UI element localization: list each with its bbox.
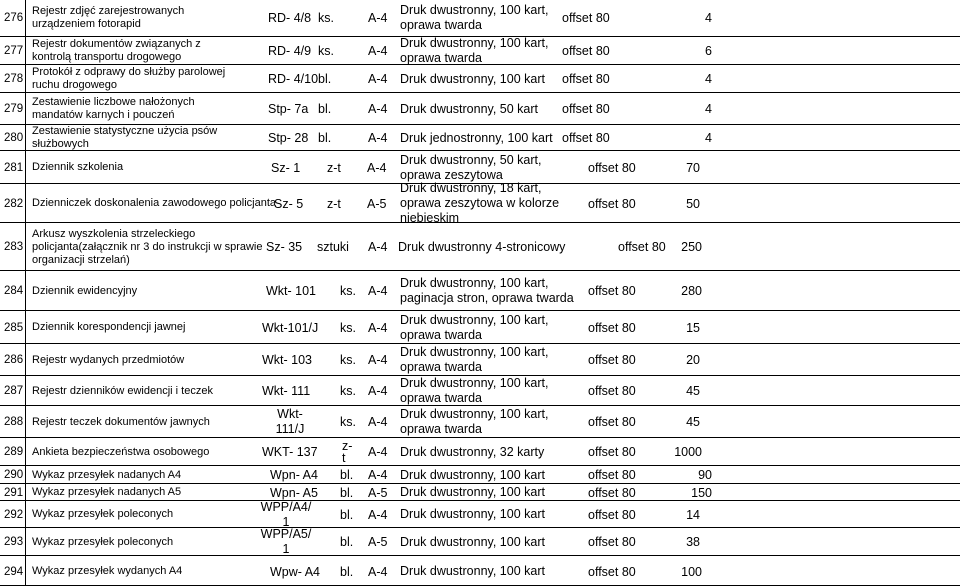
form-name: Rejestr wydanych przedmiotów: [32, 353, 185, 366]
form-name: Wykaz przesyłek nadanych A5: [32, 486, 182, 498]
quantity: 45: [686, 384, 700, 398]
form-unit: bl.: [340, 507, 354, 522]
paper-type: offset 80: [588, 284, 636, 298]
form-format: A-4: [368, 44, 388, 58]
form-unit: bl.: [340, 485, 354, 500]
form-format: A-4: [368, 445, 388, 459]
row-number: 287: [4, 385, 24, 397]
form-description: Druk dwustronny, 100 kart: [400, 71, 545, 86]
paper-type: offset 80: [588, 384, 636, 398]
row-number: 279: [4, 103, 24, 115]
quantity: 20: [686, 353, 700, 367]
table-row: [0, 36, 960, 64]
form-format: A-4: [368, 564, 388, 579]
form-format: A-4: [368, 468, 388, 482]
form-description: Druk jednostronny, 100 kart: [400, 130, 553, 145]
table-row: [0, 270, 960, 310]
quantity: 4: [705, 102, 712, 116]
paper-type: offset 80: [588, 445, 636, 459]
form-name: Ankieta bezpieczeństwa osobowego: [32, 445, 210, 458]
form-symbol: Stp- 7a: [268, 102, 309, 116]
form-format: A-4: [368, 284, 388, 298]
quantity: 70: [686, 160, 700, 175]
form-format: A-4: [368, 131, 388, 145]
quantity: 6: [705, 44, 712, 58]
row-number: 283: [4, 241, 24, 253]
table-row: [0, 310, 960, 343]
form-symbol: Sz- 35: [266, 240, 303, 254]
quantity: 15: [686, 320, 700, 335]
form-format: A-5: [368, 535, 388, 549]
row-number: 293: [4, 536, 24, 548]
paper-type: offset 80: [588, 564, 636, 579]
form-symbol: Wpn- A5: [270, 485, 318, 500]
quantity: 90: [698, 468, 712, 482]
row-number: 284: [4, 285, 24, 297]
row-number: 278: [4, 73, 24, 85]
form-description: Druk dwustronny, 50 kart, oprawa zeszytowa: [400, 152, 542, 182]
form-name: Dziennik ewidencyjny: [32, 284, 138, 297]
form-name: Wykaz przesyłek poleconych: [32, 508, 174, 520]
quantity: 14: [686, 507, 700, 522]
paper-type: offset 80: [562, 72, 610, 86]
row-number: 294: [4, 565, 24, 578]
paper-type: offset 80: [562, 131, 610, 145]
table-row: [0, 437, 960, 465]
form-description: Druk dwustronny, 100 kart, paginacja stron, oprawa twarda: [400, 276, 574, 305]
paper-type: offset 80: [588, 320, 636, 335]
form-unit: ks.: [340, 384, 356, 398]
form-description: Druk dwustronny, 100 kart: [400, 564, 545, 578]
form-symbol: RD- 4/9: [268, 44, 312, 58]
form-description: Druk dwustronny, 100 kart, oprawa twarda: [400, 36, 549, 65]
form-name: Zestawienie liczbowe nałożonych mandatów karnych i pouczeń: [32, 96, 195, 121]
table-row: [0, 527, 960, 555]
row-number: 286: [4, 354, 24, 366]
form-symbol: RD- 4/8: [268, 11, 312, 25]
table-row: [0, 405, 960, 437]
form-description: Druk dwustronny, 100 kart: [400, 467, 545, 482]
form-unit: sztuki: [317, 240, 349, 254]
form-description: Druk dwustronny, 50 kart: [400, 101, 539, 116]
form-format: A-5: [367, 196, 387, 211]
form-unit: bl.: [340, 564, 354, 579]
form-symbol: Wpw- A4: [270, 564, 321, 579]
form-symbol: Wkt- 101: [266, 284, 317, 298]
form-name: Rejestr dzienników ewidencji i teczek: [32, 384, 213, 397]
quantity: 150: [691, 485, 712, 500]
table-row: [0, 92, 960, 124]
form-format: A-5: [368, 485, 388, 500]
form-name: Rejestr teczek dokumentów jawnych: [32, 415, 210, 428]
quantity: 4: [705, 131, 712, 145]
form-unit: z- t: [342, 439, 353, 465]
form-symbol: WPP/A4/ 1: [260, 499, 312, 529]
table-row: [0, 375, 960, 405]
form-name: Wykaz przesyłek poleconych: [32, 535, 174, 548]
form-unit: ks.: [340, 353, 356, 367]
form-unit: ks.: [340, 415, 356, 429]
form-unit: bl.: [318, 72, 332, 86]
paper-type: offset 80: [588, 160, 636, 175]
form-name: Dziennik szkolenia: [32, 161, 124, 173]
quantity: 45: [686, 415, 700, 429]
table-row: [0, 483, 960, 500]
form-description: Druk dwustronny 4-stronicowy: [398, 239, 566, 254]
form-description: Druk dwustronny, 100 kart, oprawa twarda: [400, 376, 549, 405]
quantity: 4: [705, 11, 712, 25]
form-symbol: WKT- 137: [262, 445, 318, 459]
quantity: 50: [686, 196, 700, 211]
form-unit: ks.: [318, 11, 334, 25]
form-symbol: Sz- 1: [271, 160, 301, 175]
row-number: 281: [4, 161, 24, 174]
paper-type: offset 80: [588, 535, 636, 549]
row-number: 288: [4, 416, 24, 428]
row-number: 290: [4, 469, 24, 481]
row-number: 291: [4, 486, 24, 499]
form-name: Dzienniczek doskonalenia zawodowego policjanta: [32, 197, 276, 209]
table-row: [0, 555, 960, 586]
paper-type: offset 80: [562, 44, 610, 58]
paper-type: offset 80: [588, 468, 636, 482]
form-description: Druk dwustronny, 100 kart: [400, 507, 545, 521]
form-name: Dziennik korespondencji jawnej: [32, 321, 186, 333]
form-format: A-4: [368, 102, 388, 116]
form-symbol: RD- 4/10: [268, 72, 319, 86]
row-number: 285: [4, 321, 24, 334]
row-number: 292: [4, 508, 24, 521]
form-unit: bl.: [340, 468, 354, 482]
paper-type: offset 80: [618, 240, 666, 254]
form-unit: bl.: [318, 131, 332, 145]
table-row: [0, 0, 960, 36]
form-symbol: Wkt- 103: [262, 353, 313, 367]
paper-type: offset 80: [588, 507, 636, 522]
form-name: Zestawienie statystyczne użycia psów służbowych: [32, 125, 218, 150]
form-description: Druk dwustronny, 100 kart: [400, 485, 545, 499]
form-name: Rejestr dokumentów związanych z kontrolą transportu drogowego: [32, 38, 201, 63]
form-format: A-4: [368, 507, 388, 522]
table-row: [0, 222, 960, 270]
form-unit: z-t: [327, 160, 341, 175]
form-unit: bl.: [318, 102, 332, 116]
table-row: [0, 465, 960, 483]
quantity: 38: [686, 535, 700, 549]
form-symbol: Wkt-101/J: [262, 320, 319, 335]
form-symbol: WPP/A5/ 1: [260, 527, 312, 556]
form-format: A-4: [368, 72, 388, 86]
form-description: Druk dwustronny, 100 kart, oprawa twarda: [400, 407, 549, 436]
form-description: Druk dwustronny, 32 karty: [400, 444, 545, 459]
form-symbol: Wpn- A4: [270, 468, 318, 482]
form-description: Druk dwustronny, 100 kart, oprawa twarda: [400, 345, 549, 374]
form-name: Arkusz wyszkolenia strzeleckiego policjanta(załącznik nr 3 do instrukcji w sprawie organizacji strzelań): [32, 227, 263, 266]
table-row: [0, 124, 960, 150]
form-symbol: Wkt- 111/J: [275, 407, 305, 436]
quantity: 250: [681, 240, 702, 254]
form-unit: ks.: [318, 44, 334, 58]
paper-type: offset 80: [588, 485, 636, 500]
form-name: Rejestr zdjęć zarejestrowanych urządzeniem fotorapid: [32, 5, 185, 30]
form-format: A-4: [368, 11, 388, 25]
form-unit: z-t: [327, 196, 341, 211]
row-number: 280: [4, 132, 24, 144]
form-name: Wykaz przesyłek nadanych A4: [32, 468, 182, 481]
form-format: A-4: [368, 384, 388, 398]
table-row: [0, 150, 960, 183]
quantity: 280: [681, 284, 702, 298]
quantity: 1000: [674, 445, 702, 459]
form-description: Druk dwustronny, 18 kart, oprawa zeszytowa w kolorze niebieskim: [400, 181, 560, 225]
form-format: A-4: [368, 415, 388, 429]
form-description: Druk dwustronny, 100 kart, oprawa twarda: [400, 3, 549, 32]
table-row: [0, 64, 960, 92]
table-row: [0, 181, 960, 225]
row-number: 276: [4, 12, 24, 24]
form-symbol: Stp- 28: [268, 131, 309, 145]
row-number: 289: [4, 446, 24, 458]
form-description: Druk dwustronny, 100 kart: [400, 534, 545, 549]
paper-type: offset 80: [588, 196, 636, 211]
paper-type: offset 80: [588, 415, 636, 429]
paper-type: offset 80: [562, 102, 610, 116]
row-number: 277: [4, 45, 24, 57]
paper-type: offset 80: [562, 11, 610, 25]
form-name: Wykaz przesyłek wydanych A4: [32, 565, 183, 577]
table-row: [0, 343, 960, 375]
form-unit: bl.: [340, 535, 354, 549]
table-row: [0, 500, 960, 527]
form-symbol: Wkt- 111: [262, 384, 311, 398]
paper-type: offset 80: [588, 353, 636, 367]
form-format: A-4: [368, 240, 388, 254]
form-symbol: Sz- 5: [274, 196, 304, 211]
form-unit: ks.: [340, 284, 356, 298]
form-format: A-4: [368, 320, 388, 335]
form-unit: ks.: [340, 320, 356, 335]
row-number: 282: [4, 197, 24, 210]
form-format: A-4: [368, 353, 388, 367]
quantity: 4: [705, 72, 712, 86]
form-format: A-4: [367, 160, 387, 175]
quantity: 100: [681, 564, 702, 579]
form-name: Protokół z odprawy do służby parolowej ruchu drogowego: [32, 66, 226, 91]
form-description: Druk dwustronny, 100 kart, oprawa twarda: [400, 312, 549, 342]
